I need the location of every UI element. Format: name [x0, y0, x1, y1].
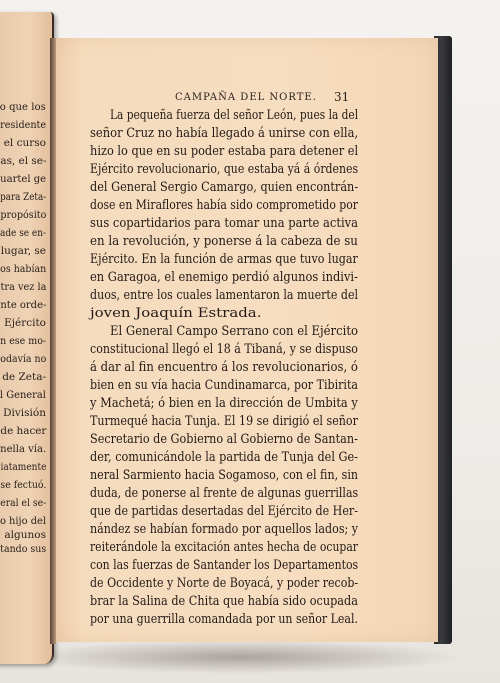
text-line: Secretario de Gobierno al Gobierno de Santan-: [90, 432, 358, 447]
left-page-line: o hijo del: [0, 515, 46, 527]
left-page-line: iatamente: [0, 461, 46, 473]
left-page-line: residente: [0, 119, 46, 131]
text-line: neral Sarmiento hacia Sogamoso, con el fin, sin: [90, 468, 359, 483]
text-line: duda, de ponerse al frente de algunas guerrillas: [90, 486, 359, 501]
text-line: bien en su vía hacia Cundinamarca, por Tibirita: [90, 378, 358, 393]
left-page-line: as, el se-: [0, 155, 46, 167]
text-line: reiterándole la excitación antes hecha de ocupar: [90, 540, 358, 555]
left-page: [0, 12, 54, 664]
left-page-line: odavía no: [0, 353, 46, 365]
left-page-line: de hacer: [0, 425, 46, 437]
left-page-line: os habían: [0, 263, 46, 275]
left-page-line: nte orde-: [0, 299, 46, 311]
text-line: El General Campo Serrano con el Ejército: [110, 324, 359, 339]
book-shadow: [20, 640, 460, 674]
left-page-line: l General: [0, 389, 46, 401]
left-page-line: tando sus: [0, 543, 46, 555]
text-line: nández se habían formado por aquellos lados; y: [90, 522, 359, 537]
left-page-line: nella vía.: [0, 443, 46, 455]
left-page-line: lugar, se: [0, 245, 46, 257]
left-page-line: n ese mo-: [0, 335, 46, 347]
text-line: del General Sergio Camargo, quien encontrán-: [90, 180, 359, 195]
left-page-line: tra vez la: [0, 281, 46, 293]
text-line: por una guerrilla comandada por un señor Leal.: [90, 612, 358, 627]
left-page-line: se fectuó.: [0, 479, 46, 491]
running-title: CAMPAÑA DEL NORTE.: [175, 92, 317, 103]
text-line: Turmequé hacia Tunja. El 19 se dirigió el señor: [90, 414, 358, 429]
left-page-line: de Zeta-: [2, 371, 46, 383]
left-page-line: Ejército: [4, 317, 46, 329]
text-line: sus copartidarios para tomar una parte activa: [90, 216, 359, 231]
text-line: señor Cruz no había llegado á unirse con ella,: [90, 126, 359, 141]
text-line: duos, entre los cuales lamentaron la muerte del: [90, 288, 359, 303]
text-line: en la revolución, y ponerse á la cabeza de su: [90, 234, 358, 249]
text-line: con las fuerzas de Santander los Departamentos: [90, 558, 359, 573]
text-line: á dar al fin encuentro á los revolucionarios, ó: [90, 360, 358, 375]
text-line: brar la Salina de Chita que había sido ocupada: [90, 594, 358, 609]
text-line: La pequeña fuerza del señor León, pues la del: [110, 108, 359, 123]
text-line: Ejército. En la función de armas que tuvo lugar: [90, 252, 358, 267]
left-page-line: eral el se-: [0, 497, 46, 509]
left-page-line: uartel ge: [0, 173, 46, 185]
text-line: de Occidente y Norte de Boyacá, y poder recob-: [90, 576, 359, 591]
page-gutter: [50, 38, 56, 644]
text-line: y Machetá; ó bien en la dirección de Umbita y: [90, 396, 358, 411]
text-line: der, comunicándole la partida de Tunja del Ge-: [90, 450, 358, 465]
page-number: 31: [334, 90, 350, 104]
text-line: joven Joaquín Estrada.: [90, 306, 262, 321]
text-line: dose en Miraflores había sido comprometido por: [90, 198, 358, 213]
left-page-line: División: [3, 407, 46, 419]
left-page-line: algunos: [4, 529, 46, 541]
left-page-line: para Zeta-: [0, 191, 46, 203]
text-line: que de partidas desertadas del Ejército de Her-: [90, 504, 358, 519]
text-line: constitucional llegó el 18 á Tibaná, y se dispuso: [90, 342, 358, 357]
left-page-line: ade se en-: [0, 227, 46, 239]
text-line: en Garagoa, el enemigo perdió algunos indivi-: [90, 270, 358, 285]
text-line: hizo lo que en su poder estaba para detener el: [90, 144, 359, 159]
left-page-line: propósito: [0, 209, 46, 221]
left-page-line: o que los: [0, 101, 46, 113]
text-line: Ejército revolucionario, que estaba yá á órdenes: [90, 162, 359, 177]
left-page-line: el curso: [3, 137, 46, 149]
